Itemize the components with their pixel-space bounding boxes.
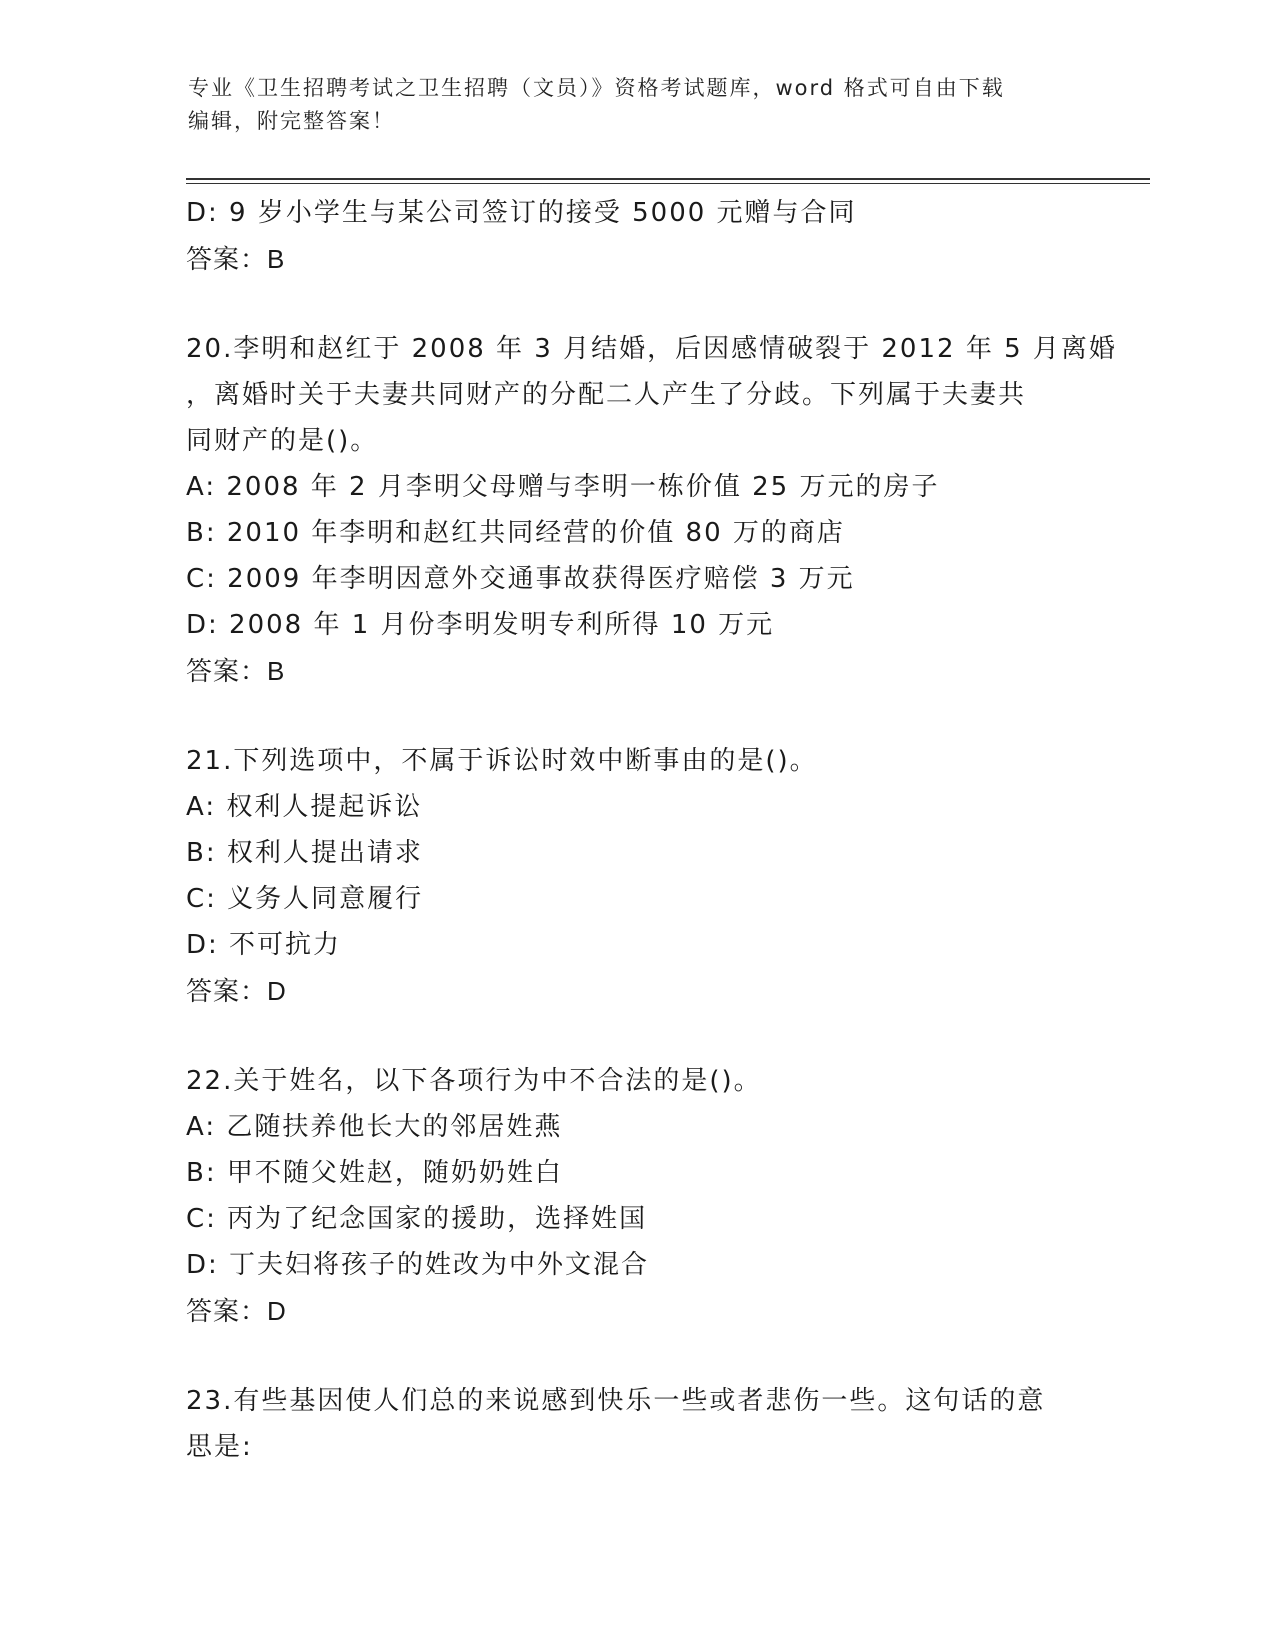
question-text-line-2: ，离婚时关于夫妻共同财产的分配二人产生了分歧。下列属于夫妻共 <box>186 380 1027 410</box>
header-divider <box>186 178 1150 184</box>
question-text-line-3: 同财产的是()。 <box>186 426 379 456</box>
option-b: B: 甲不随父姓赵，随奶奶姓白 <box>186 1158 563 1188</box>
question-text-line-1: 20.李明和赵红于 2008 年 3 月结婚，后因感情破裂于 2012 年 5 月离婚 <box>186 334 1117 364</box>
question-text-line-2: 思是: <box>186 1432 253 1462</box>
option-c: C: 丙为了纪念国家的援助，选择姓国 <box>186 1204 648 1234</box>
option-d: D: 2008 年 1 月份李明发明专利所得 10 万元 <box>186 610 775 640</box>
question-list <box>186 190 1117 1470</box>
option-b: B: 权利人提出请求 <box>186 838 423 868</box>
question-text-line-1: 22.关于姓名，以下各项行为中不合法的是()。 <box>186 1066 762 1096</box>
option-d: D: 不可抗力 <box>186 930 342 960</box>
option-b: B: 2010 年李明和赵红共同经营的价值 80 万的商店 <box>186 518 845 548</box>
question-23 <box>186 1378 1086 1470</box>
option-c: C: 2009 年李明因意外交通事故获得医疗赔偿 3 万元 <box>186 564 855 594</box>
answer: 答案：B <box>186 244 286 274</box>
answer: 答案：B <box>186 656 286 686</box>
option-a: A: 权利人提起诉讼 <box>186 792 423 822</box>
option-c: C: 义务人同意履行 <box>186 884 424 914</box>
option-d: D: 丁夫妇将孩子的姓改为中外文混合 <box>186 1250 650 1280</box>
question-19 <box>186 190 1086 282</box>
answer: 答案：D <box>186 1296 287 1326</box>
header-line-2: 编辑，附完整答案！ <box>188 109 395 133</box>
answer: 答案：D <box>186 976 287 1006</box>
header-line-1: 专业《卫生招聘考试之卫生招聘（文员）》资格考试题库，word 格式可自由下载 <box>188 76 1005 100</box>
question-text-line-1: 21.下列选项中，不属于诉讼时效中断事由的是()。 <box>186 746 818 776</box>
question-text-line-1: 23.有些基因使人们总的来说感到快乐一些或者悲伤一些。这句话的意 <box>186 1386 1046 1416</box>
option-d: D: 9 岁小学生与某公司签订的接受 5000 元赠与合同 <box>186 198 857 228</box>
question-20 <box>186 326 1117 694</box>
option-a: A: 乙随扶养他长大的邻居姓燕 <box>186 1112 563 1142</box>
question-21 <box>186 738 1086 1014</box>
page-header <box>188 72 1068 138</box>
option-a: A: 2008 年 2 月李明父母赠与李明一栋价值 25 万元的房子 <box>186 472 940 502</box>
question-22 <box>186 1058 1086 1334</box>
